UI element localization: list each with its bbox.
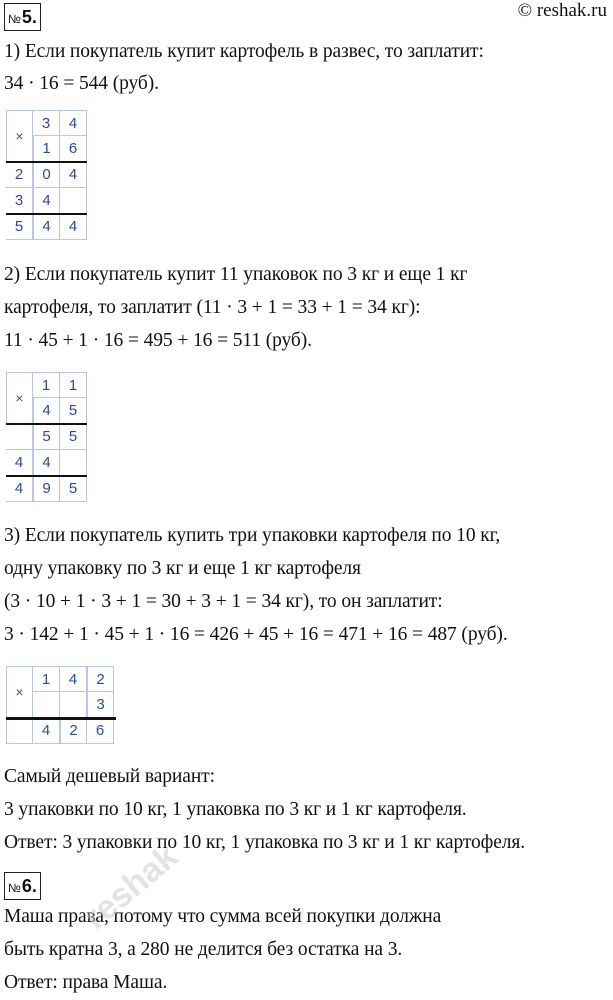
calc-underline: [6, 717, 116, 720]
calc-digit: 3: [6, 188, 33, 214]
calc-digit: 4: [33, 188, 60, 214]
calc-digit: 2: [60, 718, 87, 744]
task5-line-1: 1) Если покупатель купит картофель в развес, то заплатит:: [4, 41, 484, 62]
task-6-label: №6.: [4, 872, 41, 900]
calc-digit: 6: [60, 136, 87, 162]
calc-digit: 5: [60, 398, 87, 424]
calc-digit: 1: [60, 372, 87, 398]
calc-digit: 5: [6, 214, 33, 240]
site-credit: © reshak.ru: [517, 0, 607, 21]
calc-digit: [60, 692, 87, 718]
task5-line-11: 3 упаковки по 10 кг, 1 упаковка по 3 кг и 1 кг картофеля.: [4, 799, 467, 820]
times-sign: ×: [6, 666, 33, 718]
calc-digit: 2: [87, 666, 114, 692]
calc-digit: 4: [60, 214, 87, 240]
calc-digit: 4: [60, 110, 87, 136]
calc-digit: 5: [60, 424, 87, 450]
task6-line-3: Ответ: права Маша.: [4, 972, 168, 993]
calc-digit: [6, 718, 33, 744]
calc-digit: 4: [33, 450, 60, 476]
calc-11x45: [6, 372, 87, 502]
calc-digit: 4: [60, 666, 87, 692]
calc-digit: [60, 188, 87, 214]
task5-line-12: Ответ: 3 упаковки по 10 кг, 1 упаковка по 3 кг и 1 кг картофеля.: [4, 832, 526, 853]
calc-digit: 4: [6, 450, 33, 476]
calc-digit: 4: [60, 162, 87, 188]
calc-digit: [6, 424, 33, 450]
calc-digit: 2: [6, 162, 33, 188]
calc-underline: [6, 213, 87, 215]
task5-line-4: картофеля, то заплатит (11 · 3 + 1 = 33 + 1 = 34 кг):: [4, 297, 421, 318]
calc-digit: 1: [33, 136, 60, 162]
calc-digit: 4: [33, 214, 60, 240]
task5-line-2: 34 · 16 = 544 (руб).: [4, 73, 159, 94]
calc-underline: [6, 475, 87, 477]
calc-digit: 3: [33, 110, 60, 136]
task6-line-2: быть кратна 3, а 280 не делится без остатка на 3.: [4, 939, 403, 960]
calc-digit: 1: [33, 666, 60, 692]
times-sign: ×: [6, 372, 33, 424]
task5-line-8: (3 · 10 + 1 · 3 + 1 = 30 + 3 + 1 = 34 кг), то он заплатит:: [4, 591, 443, 612]
calc-digit: [33, 692, 60, 718]
calc-digit: 4: [6, 476, 33, 502]
calc-digit: 1: [33, 372, 60, 398]
calc-underline: [6, 423, 87, 425]
task-5-label: №5.: [4, 3, 41, 31]
task5-line-6: 3) Если покупатель купить три упаковки картофеля по 10 кг,: [4, 525, 501, 546]
task6-line-1: Маша права, потому что сумма всей покупки должна: [4, 906, 442, 927]
calc-142x3: [6, 666, 114, 744]
calc-digit: 5: [33, 424, 60, 450]
calc-34x16: [6, 110, 87, 240]
times-sign: ×: [6, 110, 33, 162]
calc-digit: 4: [33, 718, 60, 744]
calc-digit: 3: [87, 692, 114, 718]
task5-line-7: одну упаковку по 3 кг и еще 1 кг картофеля: [4, 558, 361, 579]
watermark: reshak: [76, 837, 186, 937]
calc-digit: 4: [33, 398, 60, 424]
calc-digit: [60, 450, 87, 476]
calc-digit: 6: [87, 718, 114, 744]
calc-digit: 0: [33, 162, 60, 188]
task5-line-3: 2) Если покупатель купит 11 упаковок по 3 кг и еще 1 кг: [4, 264, 468, 285]
calc-digit: 9: [33, 476, 60, 502]
task5-line-10: Самый дешевый вариант:: [4, 766, 215, 787]
task5-line-5: 11 · 45 + 1 · 16 = 495 + 16 = 511 (руб).: [4, 330, 312, 351]
task5-line-9: 3 · 142 + 1 · 45 + 1 · 16 = 426 + 45 + 16 = 471 + 16 = 487 (руб).: [4, 624, 508, 645]
calc-underline: [6, 161, 87, 163]
calc-digit: 5: [60, 476, 87, 502]
